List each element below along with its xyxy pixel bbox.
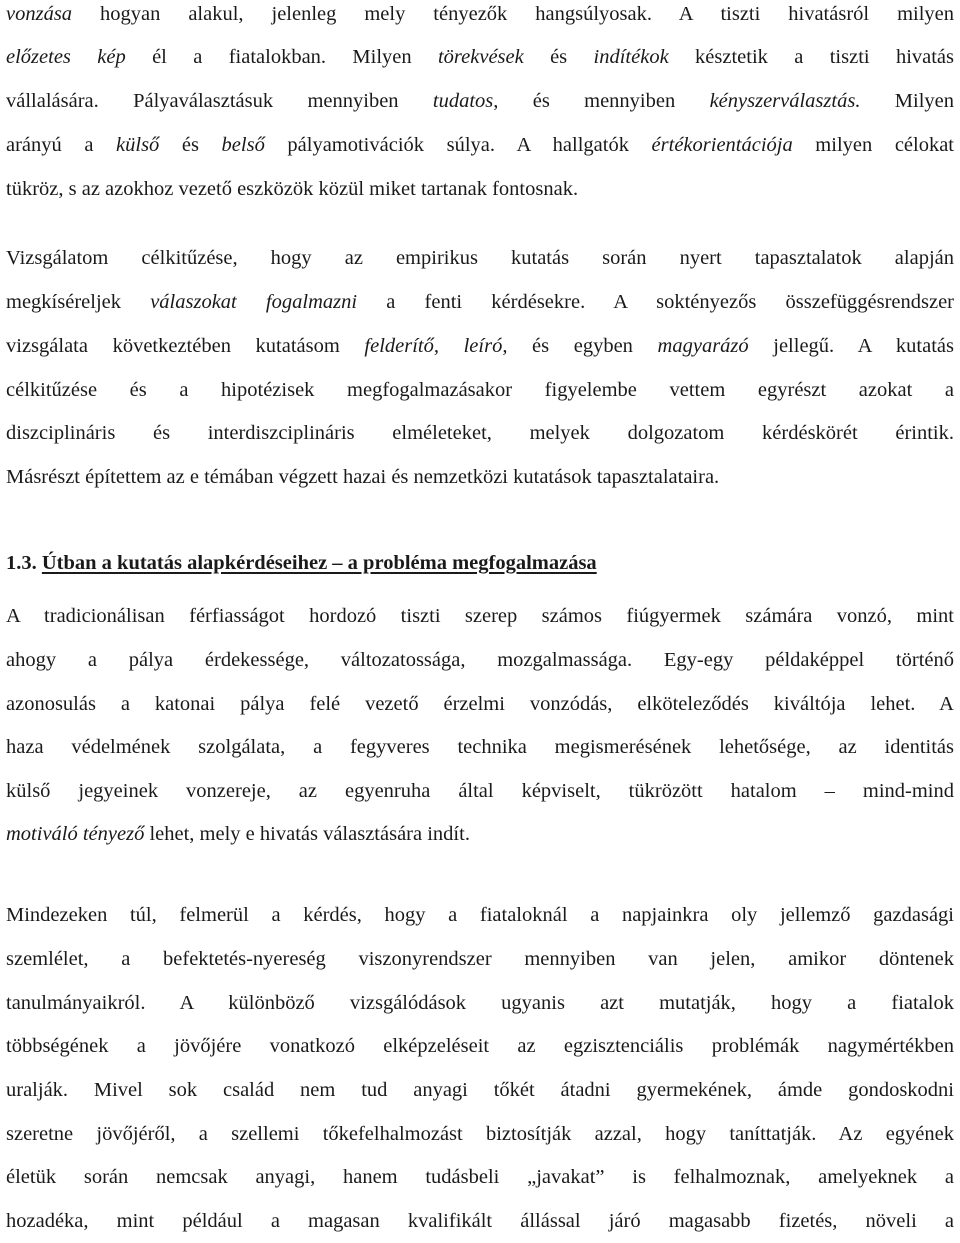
italic-text-run: magyarázó [657, 335, 749, 357]
italic-text-run: előzetes kép [6, 46, 126, 68]
italic-text-run: indítékok [593, 46, 669, 68]
text-line [6, 368, 954, 412]
text-line [6, 35, 954, 79]
text-line [6, 682, 954, 726]
text-line [6, 324, 954, 368]
italic-text-run: vonzása [6, 3, 73, 25]
text-run: és [523, 46, 594, 68]
text-run: milyen célokat [792, 134, 955, 156]
text-run: szemlélet, a befektetés-nyereség viszonyrendszer mennyiben van jelen, amikor döntenek [6, 948, 954, 970]
text-line [6, 1199, 954, 1243]
text-run: és [159, 134, 222, 156]
text-line [6, 769, 954, 813]
text-run: Mindezeken túl, felmerül a kérdés, hogy a fiataloknál a napjainkra oly jellemző gazdasági [6, 904, 954, 926]
text-run: Másrészt építettem az e témában végzett hazai és nemzetközi kutatások tapasztalataira. [6, 466, 720, 488]
text-run: Vizsgálatom célkitűzése, hogy az empirikus kutatás során nyert tapasztalatok alapján [6, 247, 954, 269]
text-run: diszciplináris és interdiszciplináris elméleteket, melyek dolgozatom kérdéskörét érintik. [6, 422, 954, 444]
text-run: A tradicionálisan férfiasságot hordozó tiszti szerep számos fiúgyermek számára vonzó, mint [6, 605, 954, 627]
text-line [6, 411, 954, 455]
text-line [6, 123, 954, 167]
text-run: él a fiatalokban. Milyen [125, 46, 438, 68]
section-heading [6, 541, 597, 585]
text-run: és egyben [507, 335, 658, 357]
text-run: Milyen [860, 90, 955, 112]
text-run: külső jegyeinek vonzereje, az egyenruha által képviselt, tükrözött hatalom – mind-mind [6, 780, 954, 802]
text-line [6, 1112, 954, 1156]
text-line [6, 812, 954, 856]
italic-text-run: motiváló tényező [6, 823, 145, 845]
text-line [6, 167, 954, 211]
text-run: lehet, mely e hivatás választására indít. [144, 823, 470, 845]
italic-text-run: válaszokat fogalmazni [150, 291, 358, 313]
text-run: tanulmányaikról. A különböző vizsgálódások ugyanis azt mutatják, hogy a fiatalok [6, 992, 954, 1014]
text-run: azonosulás a katonai pálya felé vezető érzelmi vonzódás, elköteleződés kiváltója lehet. A [6, 693, 954, 715]
text-line [6, 638, 954, 682]
section-title: Útban a kutatás alapkérdéseihez – a probléma megfogalmazása [41, 552, 597, 574]
text-line [6, 280, 954, 324]
italic-text-run: értékorientációja [651, 134, 793, 156]
text-line [6, 1155, 954, 1199]
italic-text-run: felderítő, leíró, [364, 335, 508, 357]
text-run: többségének a jövőjére vonatkozó elképzeléseit az egzisztenciális problémák nagymértékben [6, 1035, 954, 1057]
text-line [6, 937, 954, 981]
text-line [6, 0, 954, 36]
text-run: , és mennyiben [493, 90, 710, 112]
italic-text-run: tudatos [432, 90, 494, 112]
text-run: hogyan alakul, jelenleg mely tényezők hangsúlyosak. A tiszti hivatásról milyen [72, 3, 954, 25]
text-run: tükröz, s az azokhoz vezető eszközök közül miket tartanak fontosnak. [6, 178, 579, 200]
text-run: megkíséreljek [6, 291, 151, 313]
italic-text-run: törekvések [437, 46, 524, 68]
text-line [6, 236, 954, 280]
text-run: pályamotivációk súlya. A hallgatók [264, 134, 652, 156]
text-run: életük során nemcsak anyagi, hanem tudásbeli „javakat” is felhalmoznak, amelyeknek a [6, 1166, 954, 1188]
text-line [6, 1068, 954, 1112]
text-run: arányú a [6, 134, 117, 156]
italic-text-run: külső [116, 134, 160, 156]
text-run: ahogy a pálya érdekessége, változatossága, mozgalmassága. Egy-egy példaképpel történő [6, 649, 954, 671]
italic-text-run: belső [221, 134, 265, 156]
text-line [6, 79, 954, 123]
text-line [6, 455, 954, 499]
text-run: hozadéka, mint például a magasan kvalifikált állással járó magasabb fizetés, növeli a [6, 1210, 954, 1232]
text-line [6, 725, 954, 769]
text-run: célkitűzése és a hipotézisek megfogalmazásakor figyelembe vettem egyrészt azokat a [6, 379, 954, 401]
text-line [6, 594, 954, 638]
text-run: haza védelmének szolgálata, a fegyveres technika megismerésének lehetősége, az identitás [6, 736, 954, 758]
text-run: szeretne jövőjéről, a szellemi tőkefelhalmozást biztosítják azzal, hogy taníttatják. Az egyének [6, 1123, 954, 1145]
text-run: vállalására. Pályaválasztásuk mennyiben [6, 90, 433, 112]
section-number: 1.3. [6, 552, 37, 574]
text-run: uralják. Mivel sok család nem tud anyagi tőkét átadni gyermekének, ámde gondoskodni [6, 1079, 954, 1101]
text-line [6, 981, 954, 1025]
text-line [6, 893, 954, 937]
text-line [6, 1024, 954, 1068]
text-run: a fenti kérdésekre. A soktényezős összefüggésrendszer [357, 291, 954, 313]
italic-text-run: kényszerválasztás. [709, 90, 861, 112]
text-run: késztetik a tiszti hivatás [668, 46, 955, 68]
text-run: vizsgálata következtében kutatásom [6, 335, 365, 357]
text-run: jellegű. A kutatás [748, 335, 954, 357]
